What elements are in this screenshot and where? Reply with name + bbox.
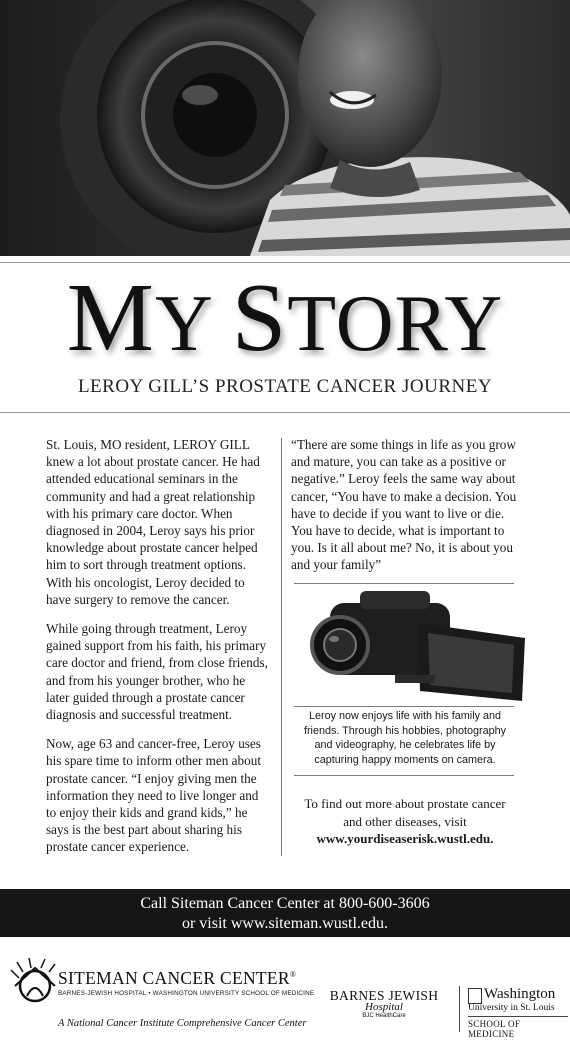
bjh-healthcare: BJC HealthCare — [362, 1013, 406, 1019]
video-camera-photo — [300, 583, 530, 705]
title-top-rule — [0, 262, 570, 263]
find-out-more — [294, 795, 516, 848]
siteman-name-text: SITEMAN CANCER CENTER — [58, 968, 290, 988]
siteman-tagline: A National Cancer Institute Comprehensive Cancer Center — [58, 1018, 307, 1029]
call-banner — [0, 889, 570, 937]
right-column — [291, 436, 527, 574]
find-out-link[interactable]: www.yourdiseaserisk.wustl.edu. — [316, 831, 494, 846]
title-bottom-rule — [0, 412, 570, 413]
bjh-hospital: Hospital — [365, 1001, 403, 1013]
hero-photo — [0, 0, 570, 256]
page-subtitle: LEROY GILL’S PROSTATE CANCER JOURNEY — [77, 376, 493, 397]
left-column — [46, 436, 268, 868]
find-out-text: To find out more about prostate cancer and other diseases, visit — [304, 796, 506, 829]
hero-photo-illustration — [0, 0, 570, 256]
paragraph-2: While going through treatment, Leroy gained support from his faith, his primary care doctor and friend, from close friends, and from his younger brother, who he later guided through a prostate cancer diagnosis and successful treatment. — [46, 621, 268, 723]
logo-divider — [459, 986, 460, 1032]
washu-logo — [468, 986, 568, 1039]
title-rest-1: Y — [154, 280, 232, 368]
title-cap-2: S — [231, 264, 288, 372]
paragraph-1: St. Louis, MO resident, LEROY GILL knew a lot about prostate cancer. He had attended educational seminars in the community and had a great relationship with his primary care doctor. When diagnosed in 2004, Leroy says his prior knowledge about prostate cancer helped him to sort through treatment options. With his oncologist, Leroy decided to have surgery to remove the cancer. — [46, 437, 260, 607]
visit-line: or visit www.siteman.wustl.edu. — [181, 915, 389, 932]
bjh-name: BARNES JEWISH — [329, 988, 439, 1003]
washu-shield-icon — [468, 988, 482, 1004]
quote-paragraph: “There are some things in life as you grow and mature, you can take as a positive or negative.” Leroy feels the same way about cancer, “You have to make a decision. You have to decide if you want to live or die. You have to decide, what is important to you. Is it all about me? No, it is about you and your family” — [291, 437, 517, 573]
camera-bottom-rule — [294, 706, 514, 707]
siteman-affiliations: BARNES-JEWISH HOSPITAL • WASHINGTON UNIVERSITY SCHOOL OF MEDICINE — [58, 990, 315, 997]
washu-name: Washington — [484, 986, 556, 1002]
washu-school: SCHOOL OF MEDICINE — [468, 1016, 568, 1039]
paragraph-3: Now, age 63 and cancer-free, Leroy uses his spare time to inform other men about prostate cancer. “I enjoy giving men the information they need to live longer and to enjoy their kids and grand kids,” he says is the best part about sharing his prostate cancer experience. — [46, 736, 261, 855]
column-divider — [281, 438, 282, 856]
barnes-jewish-logo — [325, 988, 443, 1019]
page-title — [0, 264, 570, 374]
title-cap-1: M — [66, 264, 155, 372]
siteman-reg: ® — [289, 970, 297, 980]
footer-logos — [0, 948, 570, 1044]
siteman-name — [58, 968, 296, 989]
siteman-logo-icon — [9, 958, 57, 1018]
washu-location: University in St. Louis — [468, 1003, 555, 1013]
title-rest-2: TORY — [287, 280, 504, 368]
photo-caption: Leroy now enjoys life with his family and friends. Through his hobbies, photography and videography, he celebrates life by capturing happy moments on camera. — [303, 710, 507, 766]
caption-bottom-rule — [294, 775, 514, 776]
call-line: Call Siteman Cancer Center at 800-600-3606 — [140, 895, 430, 912]
